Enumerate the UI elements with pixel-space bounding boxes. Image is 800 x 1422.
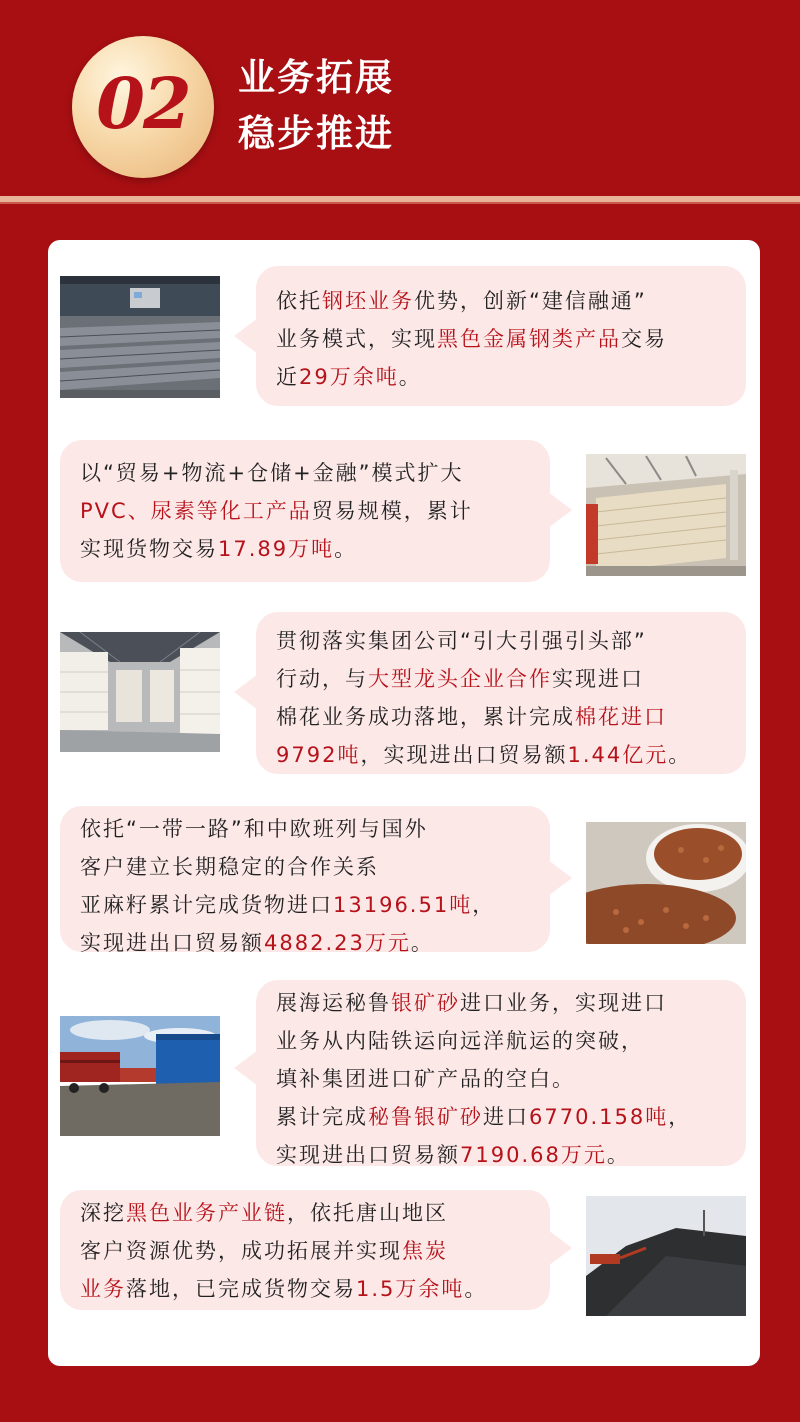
bubble-text (80, 810, 550, 962)
bubble-tail (548, 492, 572, 528)
bubble-line (276, 660, 746, 698)
body-text: 交易 (621, 327, 667, 351)
body-text: 进口业务，实现进口 (460, 991, 667, 1015)
highlight-text: 黑色金属钢类产品 (437, 327, 621, 351)
body-text: ，实现进出口贸易额 (360, 743, 568, 767)
bubble-text (80, 454, 550, 568)
body-text: 。 (606, 1143, 630, 1167)
bubble-line (276, 358, 746, 396)
highlight-text: PVC、尿素等化工产品 (80, 499, 312, 523)
body-text: 填补集团进口矿产品的空白。 (276, 1067, 575, 1091)
bubble-line (276, 984, 746, 1022)
coke-pile-photo (586, 1196, 746, 1316)
highlight-text: 钢坯业务 (322, 289, 414, 313)
body-text: 贯彻落实集团公司“引大引强引头部” (276, 629, 647, 653)
header-divider-shadow (0, 202, 800, 204)
bubble-tail (234, 1050, 258, 1086)
body-text: 实现进口 (552, 667, 644, 691)
body-text: 。 (410, 931, 434, 955)
highlight-text: 1.5万余吨 (356, 1277, 465, 1301)
body-text: 贸易规模，累计 (311, 499, 473, 523)
body-text: 客户资源优势，成功拓展并实现 (80, 1239, 402, 1263)
bubble-line (276, 698, 746, 736)
bubble-text (80, 1194, 550, 1308)
bubble-line (80, 530, 550, 568)
body-text: 落地，已完成货物交易 (126, 1277, 356, 1301)
highlight-text: 7190.68万元 (460, 1143, 607, 1167)
info-bubble-silver-ore (256, 980, 746, 1166)
highlight-text: 17.89万吨 (218, 537, 335, 561)
info-bubble-steel (256, 266, 746, 406)
body-text: 。 (334, 537, 358, 561)
body-text: 实现进出口贸易额 (80, 931, 264, 955)
highlight-text: 棉花进口 (575, 705, 667, 729)
body-text: 亚麻籽累计完成货物进口 (80, 893, 333, 917)
bubble-line (80, 810, 550, 848)
bubble-line (276, 622, 746, 660)
body-text: 业务从内陆铁运向远洋航运的突破， (276, 1029, 644, 1053)
bubble-line (80, 848, 550, 886)
body-text: 实现进出口贸易额 (276, 1143, 460, 1167)
highlight-text: 秘鲁银矿砂 (368, 1105, 483, 1129)
bubble-tail (234, 674, 258, 710)
highlight-text: 银矿砂 (391, 991, 460, 1015)
body-text: 棉花业务成功落地，累计完成 (276, 705, 575, 729)
section-title-line2: 稳步推进 (238, 112, 394, 155)
body-text: 优势，创新“建信融通” (414, 289, 647, 313)
body-text: 行动，与 (276, 667, 368, 691)
section-title-line1: 业务拓展 (238, 56, 394, 99)
body-text: 以“贸易+物流+仓储+金融”模式扩大 (80, 461, 464, 485)
bubble-line (276, 1098, 746, 1136)
bubble-line (80, 1270, 550, 1308)
bubble-text (276, 984, 746, 1174)
info-bubble-cotton (256, 612, 746, 774)
body-text: ， (472, 893, 496, 917)
cotton-warehouse-photo (60, 632, 220, 752)
bubble-line (80, 886, 550, 924)
body-text: 。 (398, 365, 422, 389)
bubble-line (276, 282, 746, 320)
bubble-line (80, 1232, 550, 1270)
body-text: 。 (668, 743, 692, 767)
chemical-bags-warehouse-photo (586, 454, 746, 576)
bubble-line (276, 1060, 746, 1098)
body-text: ， (668, 1105, 692, 1129)
body-text: 依托“一带一路”和中欧班列与国外 (80, 817, 428, 841)
body-text: 客户建立长期稳定的合作关系 (80, 855, 379, 879)
info-bubble-flaxseed (60, 806, 550, 955)
body-text: 实现货物交易 (80, 537, 218, 561)
bubble-tail (548, 860, 572, 896)
bubble-line (80, 924, 550, 962)
bubble-line (276, 736, 746, 774)
highlight-text: 29万余吨 (299, 365, 399, 389)
body-text: 展海运秘鲁 (276, 991, 391, 1015)
highlight-text: 13196.51吨 (333, 893, 473, 917)
section-number: 02 (96, 62, 190, 145)
info-bubble-chemicals (60, 440, 550, 582)
body-text: 累计完成 (276, 1105, 368, 1129)
highlight-text: 业务 (80, 1277, 126, 1301)
body-text: 深挖 (80, 1201, 126, 1225)
body-text: ，依托唐山地区 (287, 1201, 448, 1225)
bubble-text (276, 622, 746, 774)
highlight-text: 黑色业务产业链 (126, 1201, 287, 1225)
silver-ore-trucks-photo (60, 1016, 220, 1136)
bubble-line (80, 454, 550, 492)
highlight-text: 9792吨 (276, 743, 361, 767)
info-bubble-coke (60, 1190, 550, 1310)
body-text: 进口 (483, 1105, 529, 1129)
section-number-badge (72, 36, 214, 178)
bubble-line (276, 1136, 746, 1174)
body-text: 业务模式，实现 (276, 327, 437, 351)
bubble-line (276, 1022, 746, 1060)
body-text: 近 (276, 365, 299, 389)
bubble-tail (234, 318, 258, 354)
highlight-text: 6770.158吨 (529, 1105, 669, 1129)
highlight-text: 焦炭 (402, 1239, 448, 1263)
highlight-text: 1.44亿元 (567, 743, 669, 767)
bubble-line (80, 1194, 550, 1232)
body-text: 。 (464, 1277, 488, 1301)
highlight-text: 大型龙头企业合作 (368, 667, 552, 691)
highlight-text: 4882.23万元 (264, 931, 411, 955)
bubble-tail (548, 1230, 572, 1266)
bubble-line (276, 320, 746, 358)
bubble-text (276, 282, 746, 396)
steel-billets-photo (60, 276, 220, 398)
header (0, 0, 800, 200)
bubble-line (80, 492, 550, 530)
flaxseed-photo (586, 822, 746, 944)
body-text: 依托 (276, 289, 322, 313)
